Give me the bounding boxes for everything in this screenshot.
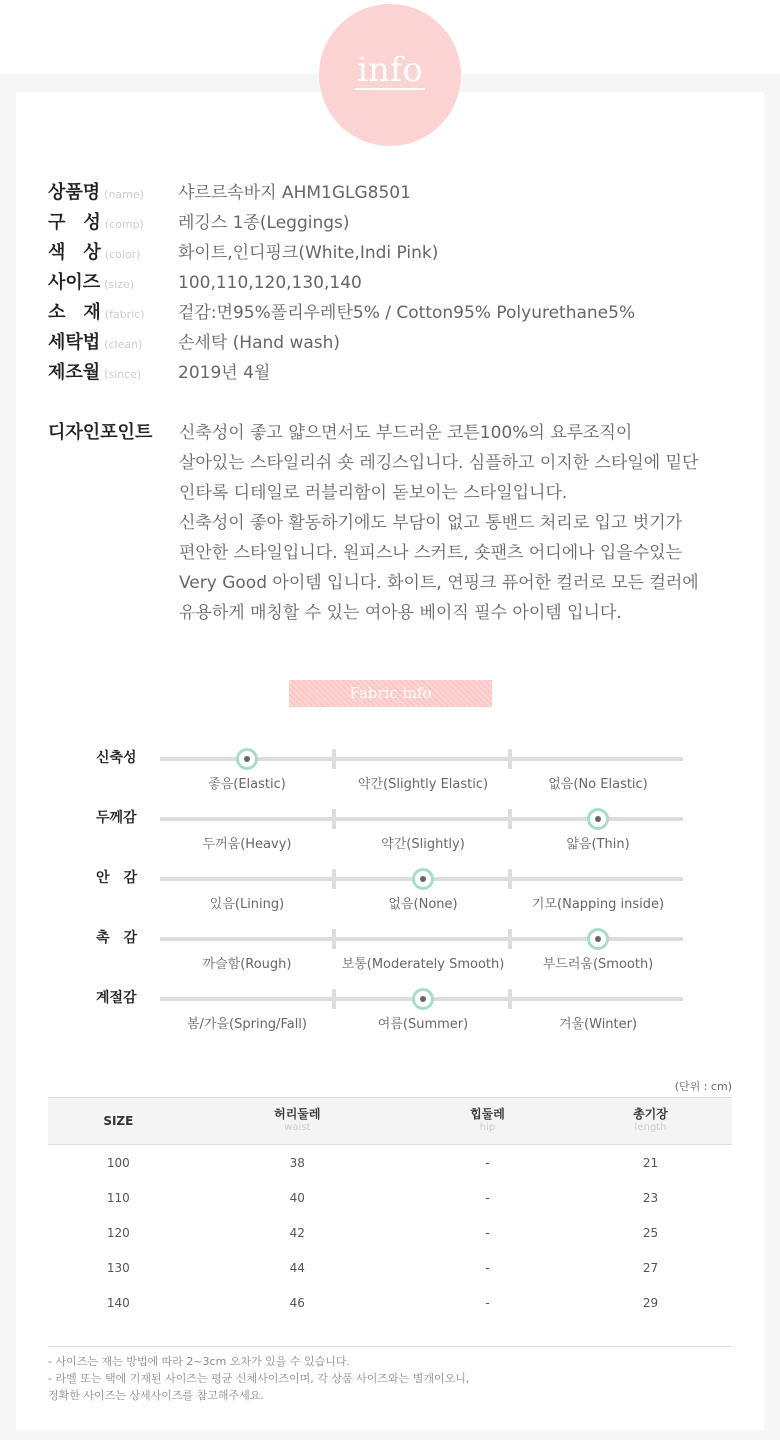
spec-value: 겉감:면95%폴리우레탄5% / Cotton95% Polyurethane5% xyxy=(178,303,636,323)
table-row xyxy=(48,1250,732,1285)
scale-option-label: 여름(Summer) xyxy=(377,1017,469,1032)
scale-option-label: 없음(None) xyxy=(388,897,458,912)
design-line: 신축성이 좋고 얇으면서도 부드러운 코튼100%의 요루조직이 xyxy=(179,423,633,443)
design-point-text xyxy=(179,418,749,628)
table-cell: - xyxy=(485,1190,490,1205)
scale-option-label: 있음(Lining) xyxy=(209,897,285,912)
table-cell: 46 xyxy=(289,1295,305,1310)
scale-option-label: 봄/가을(Spring/Fall) xyxy=(186,1017,307,1032)
info-badge-text: info xyxy=(357,50,423,90)
spec-label: 세탁법 (clean) xyxy=(48,332,143,353)
header-hip: 힙둘레 hip xyxy=(406,1098,569,1145)
spec-value: 레깅스 1종(Leggings) xyxy=(178,213,350,233)
scale-track xyxy=(160,817,683,821)
scale-option-label: 약간(Slightly Elastic) xyxy=(357,777,489,792)
design-line: 신축성이 좋아 활동하기에도 부담이 없고 통밴드 처리로 입고 벗기가 xyxy=(179,513,683,533)
spec-label: 구 성 (comp) xyxy=(48,212,144,233)
scale-divider xyxy=(508,869,512,889)
scale-option-label: 없음(No Elastic) xyxy=(548,777,648,792)
spec-label: 사이즈 (size) xyxy=(48,272,135,293)
spec-value: 손세탁 (Hand wash) xyxy=(178,333,341,353)
table-cell: - xyxy=(485,1295,490,1310)
table-row xyxy=(48,1145,732,1181)
spec-row xyxy=(48,178,748,208)
table-cell: 21 xyxy=(642,1155,659,1170)
scale-selected-marker xyxy=(412,988,434,1010)
scale-selected-marker xyxy=(412,868,434,890)
design-point xyxy=(48,418,748,623)
scale-name: 촉 감 xyxy=(96,930,138,946)
spec-row xyxy=(48,328,748,358)
spec-row xyxy=(48,268,748,298)
table-cell: 130 xyxy=(106,1260,130,1275)
scale-name: 신축성 xyxy=(96,750,137,766)
scale-divider xyxy=(332,809,336,829)
scale-track xyxy=(160,937,683,941)
scale-selected-marker xyxy=(236,748,258,770)
scale-divider xyxy=(332,749,336,769)
scale-option-label: 약간(Slightly) xyxy=(381,837,465,852)
scale-divider xyxy=(332,869,336,889)
unit-label: (단위 : cm) xyxy=(674,1080,732,1093)
size-table-header xyxy=(48,1098,732,1145)
header-waist: 허리둘레 waist xyxy=(189,1098,406,1145)
spec-row xyxy=(48,238,748,268)
design-line: 살아있는 스타일리쉬 숏 레깅스입니다. 심플하고 이지한 스타일에 밑단 xyxy=(179,453,699,473)
table-cell: 120 xyxy=(106,1225,130,1240)
scale-track xyxy=(160,877,683,881)
table-cell: 110 xyxy=(106,1190,130,1205)
header-size: SIZE xyxy=(48,1098,189,1145)
scale-name: 안 감 xyxy=(96,870,138,886)
design-line: 인타록 디테일로 러블리함이 돋보이는 스타일입니다. xyxy=(179,483,568,503)
scale-name: 두께감 xyxy=(96,810,137,826)
size-table xyxy=(48,1097,732,1320)
table-cell: 44 xyxy=(289,1260,305,1275)
table-cell: 40 xyxy=(289,1190,305,1205)
table-row xyxy=(48,1180,732,1215)
table-cell: - xyxy=(485,1155,490,1170)
scale-divider xyxy=(508,929,512,949)
table-row xyxy=(48,1215,732,1250)
info-badge xyxy=(319,4,461,146)
table-cell: 100 xyxy=(106,1155,130,1170)
scale-track xyxy=(160,757,683,761)
spec-row xyxy=(48,208,748,238)
design-line: 편안한 스타일입니다. 원피스나 스커트, 숏팬츠 어디에나 입을수있는 xyxy=(179,543,683,563)
scale-option-label: 부드러움(Smooth) xyxy=(542,957,654,972)
scale-selected-marker xyxy=(587,808,609,830)
spec-value: 100,110,120,130,140 xyxy=(178,273,362,293)
scale-option-label: 보통(Moderately Smooth) xyxy=(341,957,505,972)
table-cell: 140 xyxy=(106,1295,130,1310)
table-cell: 42 xyxy=(289,1225,305,1240)
scale-divider xyxy=(508,809,512,829)
design-line: Very Good 아이템 입니다. 화이트, 연핑크 퓨어한 컬러로 모든 컬러에 xyxy=(179,573,699,593)
spec-value: 화이트,인디핑크(White,Indi Pink) xyxy=(178,243,439,263)
table-cell: 25 xyxy=(642,1225,659,1240)
scale-option-label: 겨울(Winter) xyxy=(558,1017,638,1032)
scale-name: 계절감 xyxy=(96,990,137,1006)
scale-option-label: 까슬함(Rough) xyxy=(202,957,292,972)
table-cell: 38 xyxy=(289,1155,305,1170)
spec-row xyxy=(48,358,748,388)
table-cell: - xyxy=(485,1260,490,1275)
spec-value: 샤르르속바지 AHM1GLG8501 xyxy=(178,183,411,203)
table-cell: 23 xyxy=(642,1190,659,1205)
scale-track xyxy=(160,997,683,1001)
spec-label: 상품명 (name) xyxy=(48,182,144,203)
spec-label: 소 재 (fabric) xyxy=(48,302,145,323)
scale-selected-marker xyxy=(587,928,609,950)
scale-divider xyxy=(508,749,512,769)
table-cell: 29 xyxy=(642,1295,659,1310)
fabric-scale xyxy=(0,990,780,1057)
note-line: - 사이즈는 재는 방법에 따라 2~3cm 오차가 있을 수 있습니다. xyxy=(48,1355,351,1368)
spec-label: 색 상 (color) xyxy=(48,242,141,263)
scale-option-label: 좋음(Elastic) xyxy=(208,777,286,792)
note-line: - 라벨 또는 택에 기재된 사이즈는 평균 신체사이즈이며, 각 상품 사이즈와는 별개이오니, xyxy=(48,1372,470,1385)
scale-option-label: 기모(Napping inside) xyxy=(531,897,665,912)
spec-row xyxy=(48,298,748,328)
table-cell: - xyxy=(485,1225,490,1240)
table-cell: 27 xyxy=(642,1260,659,1275)
scale-divider xyxy=(332,989,336,1009)
scale-divider xyxy=(508,989,512,1009)
spec-list xyxy=(48,178,748,388)
scale-option-label: 얇음(Thin) xyxy=(566,837,630,852)
fabric-info-title: Fabric info xyxy=(289,680,492,707)
design-line: 유용하게 매칭할 수 있는 여아용 베이직 필수 아이템 입니다. xyxy=(179,603,622,623)
spec-value: 2019년 4월 xyxy=(178,363,271,383)
note-line: 정확한 사이즈는 상세사이즈를 참고해주세요. xyxy=(48,1389,264,1402)
header-length: 총기장 length xyxy=(569,1098,732,1145)
size-notes xyxy=(48,1346,732,1404)
scale-divider xyxy=(332,929,336,949)
scale-option-label: 두꺼움(Heavy) xyxy=(202,837,292,852)
spec-label: 제조월 (since) xyxy=(48,362,142,383)
table-row xyxy=(48,1285,732,1320)
design-point-label: 디자인포인트 xyxy=(48,422,153,443)
